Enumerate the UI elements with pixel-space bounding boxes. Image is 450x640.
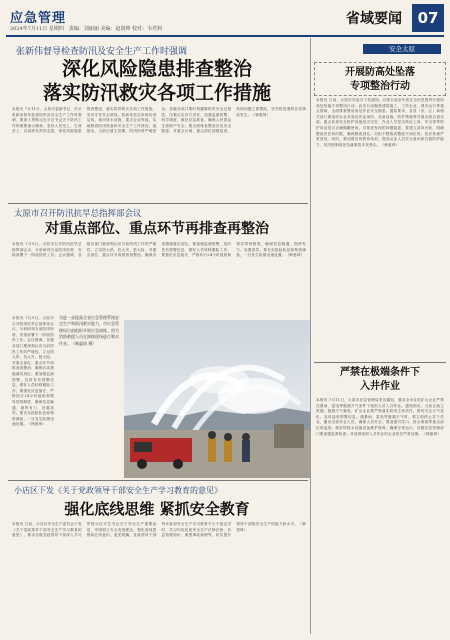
lead-kicker: 张新伟督导检查防汛及安全生产工作时强调 xyxy=(16,47,188,57)
mid-body-continued: 本报讯 7月9日，太原市召开防汛抗旱总指挥部会议，分析研判当前防汛形势，安排部署下一阶段防汛工作。会议强调，各级各部门要深刻认识当前防汛工作的严峻性，立足防大汛、抗大灾、抢大险，对重点部位、重点环节再排查再整治，确保各项措施落实到位。要加强监测预警，及时发布预警信息，做好人员转移避险工作。要强化应急值守，严格执行24小时值班和领导带班制度，确保信息畅通、指挥有力、处置高效。要充实抢险队伍和物资储备，一旦发生险情迅速处置。（韩惠琦） xyxy=(12,316,54,427)
bottom-title: 强化底线思维 紧抓安全教育 xyxy=(64,500,250,518)
section-tag: 安全太原 xyxy=(363,44,441,54)
lead-body: 本报讯 7月11日，太原市委副书记、市长张新伟督导检查防汛及安全生产工作时强调，要深入贯彻习近平总书记关于防汛工作的重要指示精神，坚持人民至上、生命至上，以高度负责的态度，深化风险隐患排查整治，落实防汛救灾各项工作措施，坚决守住安全底线。张新伟先后来到汾河沿线、城市排水设施、重点企业等地，实地察看防汛准备和安全生产工作情况。他指出，当前正值主汛期，防汛形势严峻复杂，各级各部门要时刻绷紧防汛安全这根弦，压紧压实各方责任，加强监测预警，科学调度，做好应急准备，确保人民群众生命财产安全。要全面排查整治各类安全隐患，对重点区域、重点部位加强巡查，发现问题立即整改，坚决防范遏制各类事故发生。（韩惠琦） xyxy=(12,107,306,134)
header-rule xyxy=(6,35,444,37)
page-number: 07 xyxy=(412,4,444,32)
masthead xyxy=(6,4,444,34)
mid-body: 本报讯 7月9日，太原市召开防汛抗旱总指挥部会议，分析研判当前防汛形势，安排部署下一阶段防汛工作。会议强调，各级各部门要深刻认识当前防汛工作的严峻性，立足防大汛、抗大灾、抢大险，对重点部位、重点环节再排查再整治，确保各项措施落实到位。要加强监测预警，及时发布预警信息，做好人员转移避险工作。要强化应急值守，严格执行24小时值班和领导带班制度，确保信息畅通、指挥有力、处置高效。要充实抢险队伍和物资储备，一旦发生险情迅速处置。（韩惠琦） xyxy=(12,242,306,258)
bottom-kicker: 小店区下发《关于党政领导干部安全生产学习教育的意见》 xyxy=(14,486,222,495)
mid-title: 对重点部位、重点环节再排查再整治 xyxy=(45,221,269,237)
right-top-body: 本报讯 日前，太原市安委办下发通知，自即日起至年底在全市范围内开展防高处坠落专项整治行动。此次行动聚焦建筑施工、工贸企业、城市运行等重点领域，全面排查整治高处作业安全隐患。通知要求，各县（市、区）和相关部门要组织企业对高处作业场所、设备设施、防护措施等开展全面自查自改，重点检查安全防护设施是否完好、作业人员是否持证上岗、安全带等防护用品是否正确佩戴使用。对排查发现的问题隐患，要建立清单台账，明确整改责任和时限，确保整改到位。对拒不整改或整改不到位的，依法依规严肃查处。同时，要加强宣传教育培训，提高从业人员安全意识和自我防护能力，坚决遏制高处坠落事故多发势头。（韩惠琦） xyxy=(316,98,444,147)
fire-drill-photo xyxy=(124,320,310,478)
divider-3 xyxy=(314,362,446,363)
right-bottom-body: 本报讯 7月11日，太原市应急管理局发出通知，要求全市各类矿山企业严禁在暴雨、雷电等极端天气条件下组织人员入井作业。通知指出，当前正值主汛期，极端天气频发，矿山企业要严格落实防汛主体责任，密切关注天气变化，及时接收预警信息。遇暴雨、雷电等极端天气时，要立即停止井下作业，撤出全部作业人员，确保人员安全。要加强对井口、排水系统等重点部位的巡查，做好防排水设施设备维护保养，确保正常运行。各级应急管理部门要加强监督检查，对违规组织入井作业的企业依法严肃处理。（韩惠琦） xyxy=(316,398,444,436)
lead-title-line2: 落实防汛救灾各项工作措施 xyxy=(42,82,271,104)
caption-text: 为进一步提高全省应急管理系统安全生产和防汛救灾能力，市应急管理局日前组织开展应急演练。图为消防救援人员在演练现场进行喷水作业。（韩惠琦 摄） xyxy=(59,315,119,346)
mid-kicker: 太原市召开防汛抗旱总指挥部会议 xyxy=(14,209,142,219)
paper-name: 应急管理 xyxy=(10,11,67,26)
right-bottom-title-line1: 严禁在极端条件下 xyxy=(340,367,420,378)
divider-1 xyxy=(8,203,308,204)
right-top-title-line2: 专项整治行动 xyxy=(350,81,410,92)
section-title: 省域要闻 xyxy=(346,11,402,27)
right-bottom-title-line2: 入井作业 xyxy=(360,381,400,392)
column-divider xyxy=(310,38,311,634)
news-photo xyxy=(124,320,310,478)
bottom-body: 本报讯 日前，小店区安全生产委员会下发《关于党政领导干部安全生产学习教育的意见》，要求各级党政领导干部深入学习贯彻习近平总书记关于安全生产重要论述，牢固树立安全发展理念，强化底线思维和红线意识。意见明确，党政领导干部每年参加安全生产学习教育不少于规定学时，学习内容包括安全生产法律法规、应急管理知识、典型事故案例等，切实提升领导干部抓安全生产的能力和水平。（韩惠琦） xyxy=(12,522,306,538)
right-top-title-line1: 开展防高处坠落 xyxy=(345,67,415,78)
issue-meta: 2024年7月11日 星期四 责编：刘丽丽 美编：赵润坤 校对：韦君莉 xyxy=(10,26,163,32)
divider-2 xyxy=(8,480,308,481)
lead-title-line1: 深化风险隐患排查整治 xyxy=(61,58,252,80)
right-top-title-box xyxy=(314,62,446,96)
photo-caption xyxy=(56,313,122,411)
